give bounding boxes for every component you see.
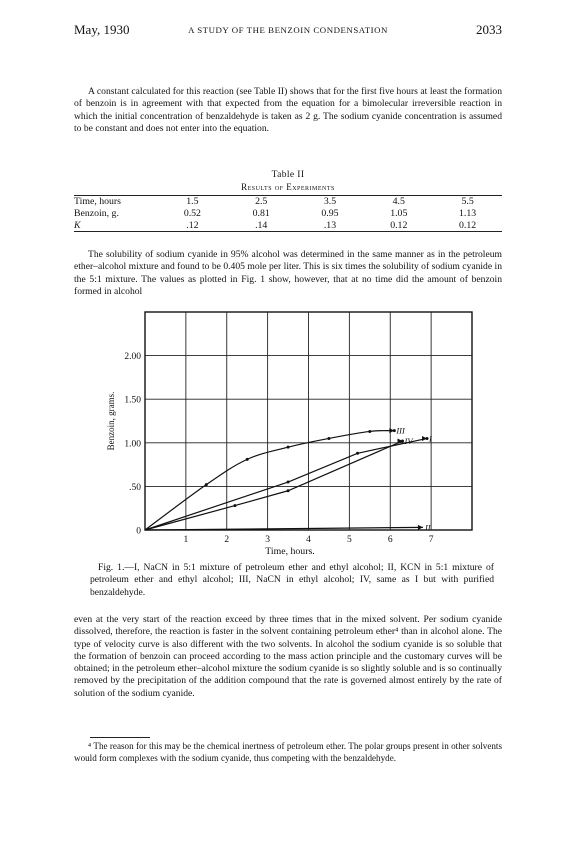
series-label: I (429, 433, 432, 444)
figure-caption: Fig. 1.—I, NaCN in 5:1 mixture of petroleum ether and ethyl alcohol; II, KCN in 5:1 mixture of petroleum ether and ethyl alcohol; III, NaCN in ethyl alcohol; IV, same as I but with purified benzaldehyde. (90, 562, 494, 598)
table-cell: .14 (255, 219, 268, 231)
x-tick-label: 7 (428, 535, 434, 545)
paragraph-constant: A constant calculated for this reaction (see Table II) shows that for the first five hours at least the formation of benzoin is in agreement with that expected from the equation for a bimolecular irreversible reaction in which the initial concentration of benzaldehyde is taken as 2 g. The sodium cyanide concentration is assumed to be constant and does not enter into the equation. (74, 86, 502, 134)
x-tick-label: 4 (306, 535, 311, 545)
table-row (74, 208, 502, 220)
table-cell: 0.52 (183, 208, 201, 220)
header-page-number: 2033 (476, 22, 502, 37)
table-cell: 1.13 (459, 208, 477, 220)
x-tick-label: 1 (183, 535, 189, 545)
table-cell: 0.12 (390, 219, 408, 231)
figure-1-chart (100, 308, 480, 556)
table-cell: 4.5 (392, 196, 405, 208)
table-ii (74, 170, 502, 232)
x-tick-label: 2 (224, 535, 230, 545)
table-cell: 1.5 (186, 196, 199, 208)
chart-ylabel: Benzoin, grams. (106, 391, 116, 451)
table-row-label: Benzoin, g. (74, 208, 119, 220)
header-date: May, 1930 (74, 22, 130, 37)
arrow-head (418, 525, 423, 530)
x-tick-label: 6 (387, 535, 393, 545)
results-table (74, 196, 502, 231)
data-point (287, 489, 290, 492)
series-line-iii (145, 431, 394, 530)
data-point (205, 483, 208, 486)
table-row (74, 220, 502, 232)
series-label: II (424, 522, 431, 533)
arrow-head (422, 436, 427, 441)
y-tick-label: 1.50 (124, 395, 141, 406)
table-cell: .12 (186, 219, 199, 231)
chart-xlabel: Time, hours. (265, 546, 315, 557)
footnote-4: ⁴ The reason for this may be the chemical inertness of petroleum ether. The polar groups present in other solvents would form complexes with the sodium cyanide, thus competing with the benzaldehyde. (74, 741, 502, 763)
table-subtitle: Results of Experiments (241, 182, 335, 192)
table-title: Table II (271, 170, 305, 180)
y-tick-label: 2.00 (124, 352, 141, 363)
y-tick-label: 1.00 (124, 439, 141, 450)
table-cell: 3.5 (323, 196, 337, 208)
y-tick-label: .50 (129, 482, 141, 493)
data-point (246, 458, 249, 461)
table-cell: 0.12 (459, 219, 477, 231)
table-row-label: Time, hours (74, 196, 121, 208)
header-title: A STUDY OF THE BENZOIN CONDENSATION (188, 25, 388, 35)
table-row-label: K (74, 219, 81, 231)
data-point (356, 452, 359, 455)
table-bottom-rule (74, 231, 502, 232)
benzoin-chart (100, 308, 480, 548)
x-tick-label: 5 (347, 535, 352, 545)
data-point (287, 481, 290, 484)
y-tick-label: 0 (136, 526, 141, 537)
data-point (368, 430, 371, 433)
series-label: III (396, 425, 405, 436)
series-label: IV (404, 436, 413, 447)
running-head (74, 22, 502, 38)
table-row (74, 196, 502, 208)
table-cell: .13 (323, 219, 337, 231)
paragraph-solubility: The solubility of sodium cyanide in 95% alcohol was determined in the same manner as in the petroleum ether–alcohol mixture and found to be 0.405 mole per liter. This is six times the solubility of sodium cyanide in the 5:1 mixture. The values as plotted in Fig. 1 show, however, that at no time did the amount of benzoin formed in alcohol (74, 249, 502, 297)
data-point (233, 504, 236, 507)
data-point (287, 446, 290, 449)
arrow-head (389, 428, 394, 433)
table-cell: 0.95 (321, 208, 339, 220)
footnote-rule (90, 737, 150, 738)
x-tick-label: 3 (265, 535, 270, 545)
table-cell: 2.5 (255, 196, 268, 208)
paragraph-comparison: even at the very start of the reaction exceed by three times that in the mixed solvent. Per sodium cyanide dissolved, therefore, the reaction is faster in the solvent containing petroleum ether⁴ than in alcohol alone. The type of velocity curve is also different with the two solvents. In alcohol the sodium cyanide is so soluble that the formation of benzoin can proceed according to the mass action principle and the customary curves will be obtained; in the petroleum ether–alcohol mixture the sodium cyanide is so slightly soluble and is so continually removed by the precipitation of the addition compound that the rate is governed almost entirely by the rate of solution of the sodium cyanide. (74, 614, 502, 699)
table-cell: 0.81 (252, 208, 270, 220)
series-line-i (145, 438, 427, 530)
table-cell: 5.5 (461, 196, 474, 208)
table-cell: 1.05 (390, 208, 408, 220)
data-point (327, 437, 330, 440)
